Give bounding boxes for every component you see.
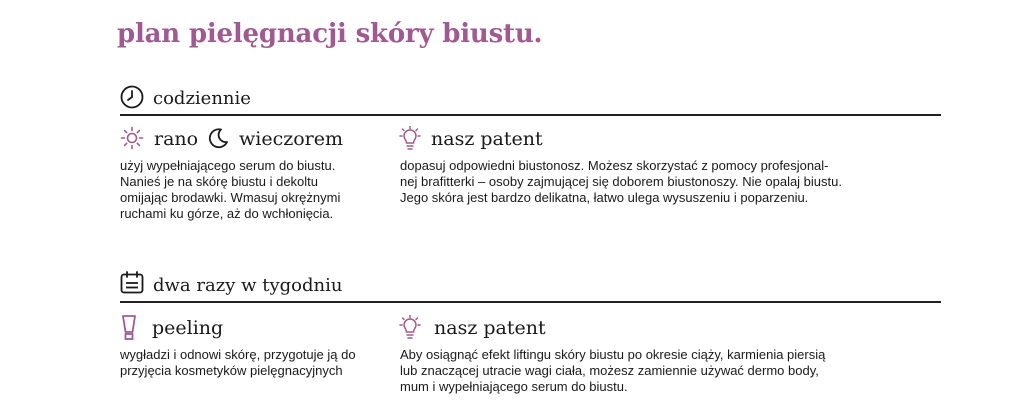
text-line: mum i wypełniającego serum do biustu. — [400, 379, 628, 394]
text-line: ruchami ku górze, aż do wchłonięcia. — [120, 206, 334, 221]
tube-icon — [120, 315, 138, 346]
daily-routine-text — [120, 158, 340, 222]
item-label: peeling — [152, 317, 224, 339]
moon-icon — [206, 126, 230, 155]
item-label: wieczorem — [239, 128, 344, 150]
text-line: Aby osiągnąć efekt liftingu skóry biustu po okresie ciąży, karmienia piersią — [400, 347, 826, 362]
section-heading-label: codziennie — [153, 88, 251, 109]
item-peeling — [120, 315, 270, 341]
sun-icon — [120, 126, 144, 155]
text-line: Nanieś je na skórę biustu i dekoltu — [120, 174, 319, 189]
item-label: rano — [154, 128, 199, 150]
tip-heading-daily — [398, 126, 598, 152]
text-line: Jego skóra jest bardzo delikatna, łatwo ulega wysuszeniu i poparzeniu. — [400, 190, 809, 205]
peeling-text — [120, 347, 356, 379]
text-line: dopasuj odpowiedni biustonosz. Możesz skorzystać z pomocy profesjonal- — [400, 158, 829, 173]
lightbulb-icon — [398, 315, 422, 346]
twice-weekly-tip-text — [400, 347, 825, 395]
text-line: użyj wypełniającego serum do biustu. — [120, 158, 336, 173]
tip-heading-twice-weekly — [398, 315, 598, 341]
text-line: przyjęcia kosmetyków pielęgnacyjnych — [120, 363, 343, 378]
calendar-icon — [120, 271, 144, 300]
daily-tip-text — [400, 158, 842, 206]
item-morning — [120, 126, 210, 152]
clock-icon — [120, 85, 144, 114]
page-title: plan pielęgnacji skóry biustu. — [117, 19, 543, 49]
text-line: wygładzi i odnowi skórę, przygotuje ją do — [120, 347, 356, 362]
section-heading-daily — [120, 84, 941, 116]
text-line: omijając brodawki. Wmasuj okrężnymi — [120, 190, 341, 205]
lightbulb-icon — [398, 126, 422, 157]
section-heading-twice-weekly — [120, 271, 941, 303]
tip-label: nasz patent — [434, 317, 546, 339]
item-evening — [206, 126, 356, 152]
section-heading-label: dwa razy w tygodniu — [153, 275, 343, 296]
tip-label: nasz patent — [431, 128, 543, 150]
text-line: nej brafitterki – osoby zajmującej się doborem biustonoszy. Nie opalaj biustu. — [400, 174, 842, 189]
text-line: lub znaczącej utracie wagi ciała, możesz zamiennie używać dermo body, — [400, 363, 819, 378]
